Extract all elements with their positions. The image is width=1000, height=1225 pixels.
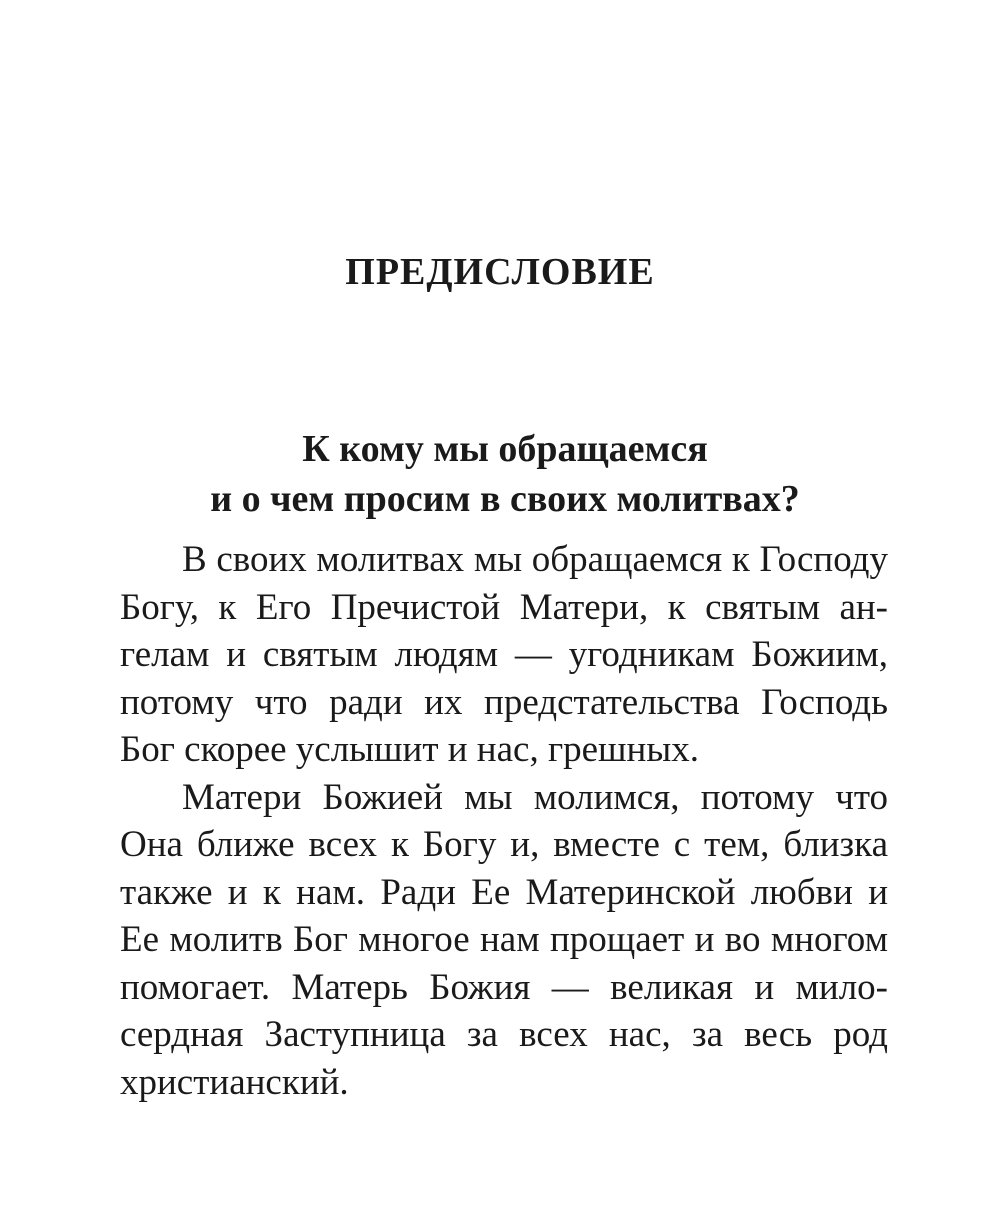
text-line: потому что ради их предстательства Господь bbox=[120, 681, 888, 723]
text-line: сердная Заступница за всех нас, за весь род bbox=[120, 1014, 888, 1055]
text-line: помогает. Матерь Божия — великая и мило- bbox=[120, 966, 888, 1008]
text-line: гелам и святым людям — угодникам Божиим, bbox=[120, 634, 888, 675]
text-line: Она ближе всех к Богу и, вместе с тем, близка bbox=[120, 824, 888, 865]
section-heading bbox=[120, 424, 890, 524]
section-heading-line: К кому мы обращаемся bbox=[302, 428, 708, 470]
text-line: Бог скорее услышит и нас, грешных. bbox=[120, 729, 699, 770]
chapter-title: ПРЕДИСЛОВИЕ bbox=[345, 251, 655, 293]
section-heading-line: и о чем просим в своих молитвах? bbox=[210, 478, 800, 520]
text-line: Матери Божией мы молимся, потому что bbox=[182, 776, 888, 818]
text-line: Богу, к Его Пречистой Матери, к святым ан- bbox=[120, 586, 888, 628]
text-line: В своих молитвах мы обращаемся к Господу bbox=[182, 539, 888, 580]
text-line: Ее молитв Бог многое нам прощает и во многом bbox=[120, 919, 888, 960]
text-line: христианский. bbox=[120, 1061, 349, 1103]
body-text bbox=[120, 536, 888, 1106]
paragraph bbox=[120, 536, 888, 774]
paragraph bbox=[120, 774, 888, 1107]
text-line: также и к нам. Ради Ее Материнской любви и bbox=[120, 871, 888, 913]
